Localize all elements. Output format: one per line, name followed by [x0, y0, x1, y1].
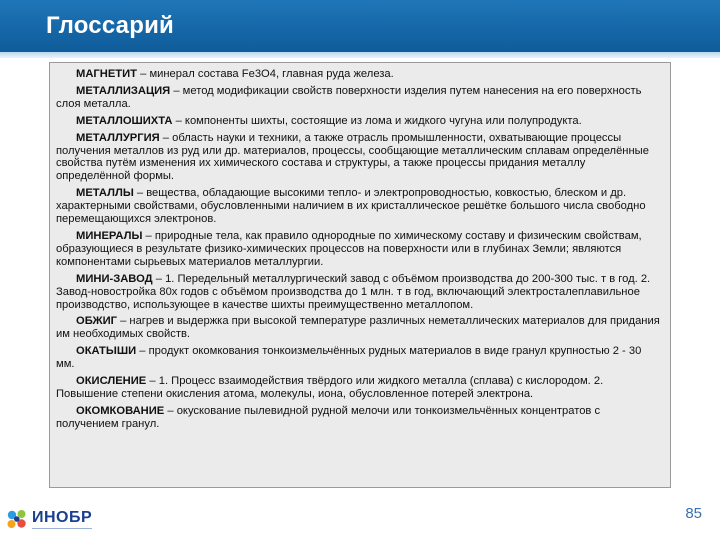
glossary-term: ОКАТЫШИ: [76, 345, 137, 358]
glossary-entry: [56, 315, 660, 341]
glossary-entry: [56, 405, 660, 431]
glossary-term: ОКИСЛЕНИЕ: [76, 375, 147, 388]
title-bar: [0, 0, 720, 56]
glossary-term: МЕТАЛЛУРГИЯ: [76, 131, 160, 144]
inobr-logo: [6, 506, 106, 534]
glossary-entry: [56, 85, 660, 111]
glossary-term: МЕТАЛЛОШИХТА: [76, 114, 173, 127]
slide-title: Глоссарий: [46, 12, 174, 39]
glossary-definition: – нагрев и выдержка при высокой температуре различных неметаллических материалов для придания им необходимых свойств.: [56, 315, 660, 341]
page-number: 85: [685, 505, 702, 522]
glossary-definition: – компоненты шихты, состоящие из лома и жидкого чугуна или полупродукта.: [172, 114, 582, 127]
glossary-panel: [49, 62, 671, 488]
glossary-entry: [56, 68, 660, 81]
glossary-definition: – природные тела, как правило однородные по химическому составу и физическим свойствам, образующиеся в результате физико-химических процессов на поверхности или в глубинах Земли; являются компонентами сырьевых материалов металлургии.: [56, 229, 642, 268]
glossary-term: ОБЖИГ: [76, 315, 117, 328]
glossary-definition: – окускование пылевидной рудной мелочи или тонкоизмельчённых концентратов с получением гранул.: [56, 404, 601, 430]
glossary-entry: [56, 132, 660, 184]
glossary-entry: [56, 345, 660, 371]
glossary-definition: – 1. Передельный металлургический завод с объёмом производства до 200-300 тыс. т в год. 2. Завод-новостройка 80х годов с объёмом производства до 1 млн. т в год, включающий электросталеплавильное производство, использующее в качестве шихты преимущественно металлопом.: [56, 272, 651, 311]
glossary-term: МИНИ-ЗАВОД: [76, 272, 153, 285]
logo-underline: [32, 528, 92, 529]
glossary-definition: – метод модификации свойств поверхности изделия путем нанесения на его поверхность слоя металла.: [56, 84, 642, 110]
glossary-definition: – минерал состава Fe3O4, главная руда железа.: [137, 68, 394, 80]
logo-mark-icon: [6, 508, 28, 530]
title-bar-gradient-band: [0, 52, 720, 58]
logo-text: ИНОБР: [32, 509, 93, 526]
glossary-entry: [56, 115, 660, 128]
glossary-entry: [56, 375, 660, 401]
glossary-term: МЕТАЛЛИЗАЦИЯ: [76, 84, 171, 97]
glossary-entry: [56, 187, 660, 226]
glossary-term: МАГНЕТИТ: [76, 68, 137, 80]
glossary-definition: – вещества, обладающие высокими тепло- и электропроводностью, ковкостью, блеском и др. характерными свойствами, обусловленными наличием в их кристаллическое решётке большого числа свободно перемещающихся электронов.: [56, 187, 646, 226]
glossary-definition: – область науки и техники, а также отрасль промышленности, охватывающие процессы получения металлов из руд или др. материалов, процессы, сообщающие металлическим сплавам определённые свойства путём изменения их химического состава и структуры, а также процессы придания металлу определённой формы.: [56, 131, 649, 183]
glossary-term: ОКОМКОВАНИЕ: [76, 404, 165, 417]
glossary-term: МЕТАЛЛЫ: [76, 187, 134, 200]
glossary-definition: – 1. Процесс взаимодействия твёрдого или жидкого металла (сплава) с кислородом. 2. Повышение степени окисления атома, молекулы, иона, обусловленное потерей электрона.: [56, 375, 604, 400]
glossary-definition: – продукт окомкования тонкоизмельчённых рудных материалов в виде гранул крупностью 2 - 30 мм.: [56, 345, 642, 371]
glossary-entry: [56, 230, 660, 269]
glossary-term: МИНЕРАЛЫ: [76, 229, 143, 242]
glossary-entry: [56, 273, 660, 312]
